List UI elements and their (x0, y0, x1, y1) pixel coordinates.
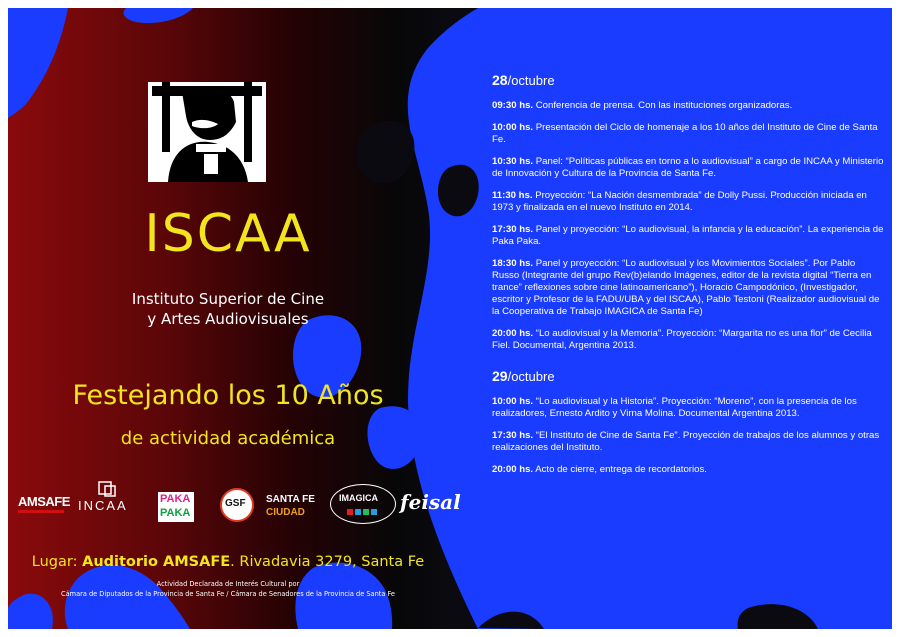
venue-line (8, 554, 448, 570)
blue-blob-top (124, 8, 193, 23)
imagica-square-red (347, 509, 353, 515)
sponsor-logos (8, 480, 461, 530)
event-item: 18:30 hs. Panel y proyección: “Lo audiovisual y los Movimientos Sociales”. Por Pablo Russo (Integrante del grupo Rev(b)elando Imágenes, editor de la revista digital “Tierra en trance” reflexiones sobre cine latinoamericano”), Horacio Campodónico, (Investigador, escritor y Profesor de la FADU/UBA y del ISCAA), Pablo Testoni (Realizador audiovisual de la Cooperativa de Trabajo IMAGICA de Santa Fe) (492, 258, 880, 317)
imagica-square-blue-2 (371, 509, 377, 515)
portrait-silhouette-icon (148, 82, 266, 182)
event-item: 17:30 hs. “El Instituto de Cine de Santa Fe”. Proyección de trabajos de los alumnos y otras realizaciones del Instituto. (492, 430, 880, 453)
poster-title: ISCAA (144, 204, 312, 264)
imagica-logo: IMAGICA (330, 484, 396, 524)
amsafe-logo-bar (18, 510, 64, 513)
event-item: 17:30 hs. Panel y proyección: “Lo audiovisual, la infancia y la educación”. La experiencia de Paka Paka. (492, 224, 884, 247)
subtitle-line-2: y Artes Audiovisuales (147, 310, 309, 328)
schedule (492, 72, 884, 486)
blue-blob-top-left (8, 8, 68, 118)
santafe-logo-line-2: CIUDAD (266, 507, 305, 518)
venue-address: . Rivadavia 3279, Santa Fe (230, 554, 425, 570)
day-header-29: 29/octubre (492, 368, 555, 384)
pakapaka-logo: PAKA PAKA (158, 492, 194, 522)
venue-label: Lugar: (31, 554, 78, 570)
event-item: 20:00 hs. Acto de cierre, entrega de recordatorios. (492, 464, 707, 475)
poster (8, 8, 892, 629)
imagica-square-blue (355, 509, 361, 515)
tagline-line-2: de actividad académica (120, 428, 336, 449)
event-item: 10:30 hs. Panel: “Políticas públicas en torno a lo audiovisual” a cargo de INCAA y Ministerio de Innovación y Cultura de la Provincia de Santa Fe. (492, 156, 884, 179)
gsf-logo: GSF (220, 488, 254, 522)
declaration-line-1: Actividad Declarada de Interés Cultural por (156, 580, 300, 588)
dark-blob-1 (356, 121, 414, 184)
venue-name: Auditorio AMSAFE (82, 554, 231, 570)
incaa-film-icon (96, 480, 118, 498)
amsafe-logo: AMSAFE (18, 494, 70, 509)
tagline-line-1: Festejando los 10 Años (72, 380, 384, 411)
incaa-logo: INCAA (78, 498, 128, 513)
declaration-line-2: Cámara de Diputados de la Provincia de Santa Fe / Cámara de Senadores de la Provincia de Santa Fe (61, 590, 395, 598)
event-item: 10:00 hs. Presentación del Ciclo de homenaje a los 10 años del Instituto de Cine de Santa Fe. (492, 122, 878, 145)
subtitle-line-1: Instituto Superior de Cine (131, 290, 325, 308)
event-item: 10:00 hs. “Lo audiovisual y la Historia”. Proyección: “Moreno”, con la presencia de los realizadores, Ernesto Ardito y Virna Molina. Documental Argentina 2013. (492, 396, 857, 419)
santafe-logo-line-1: SANTA FE (266, 494, 315, 505)
imagica-square-green (363, 509, 369, 515)
blue-blob-bottom-small (8, 594, 53, 629)
portrait-photo (148, 82, 266, 182)
event-item: 20:00 hs. “Lo audiovisual y la Memoria”. Proyección: “Margarita no es una flor” de Cecilia Fiel. Documental, Argentina 2013. (492, 328, 872, 351)
day-header-28: 28/octubre (492, 72, 555, 88)
feisal-logo: feisal (400, 490, 461, 514)
event-item: 11:30 hs. Proyección: “La Nación desmembrada” de Dolly Pussi. Producción iniciada en 1973 y finalizada en el nuevo Instituto en 2014. (492, 190, 867, 213)
event-item: 09:30 hs. Conferencia de prensa. Con las instituciones organizadoras. (492, 100, 793, 111)
